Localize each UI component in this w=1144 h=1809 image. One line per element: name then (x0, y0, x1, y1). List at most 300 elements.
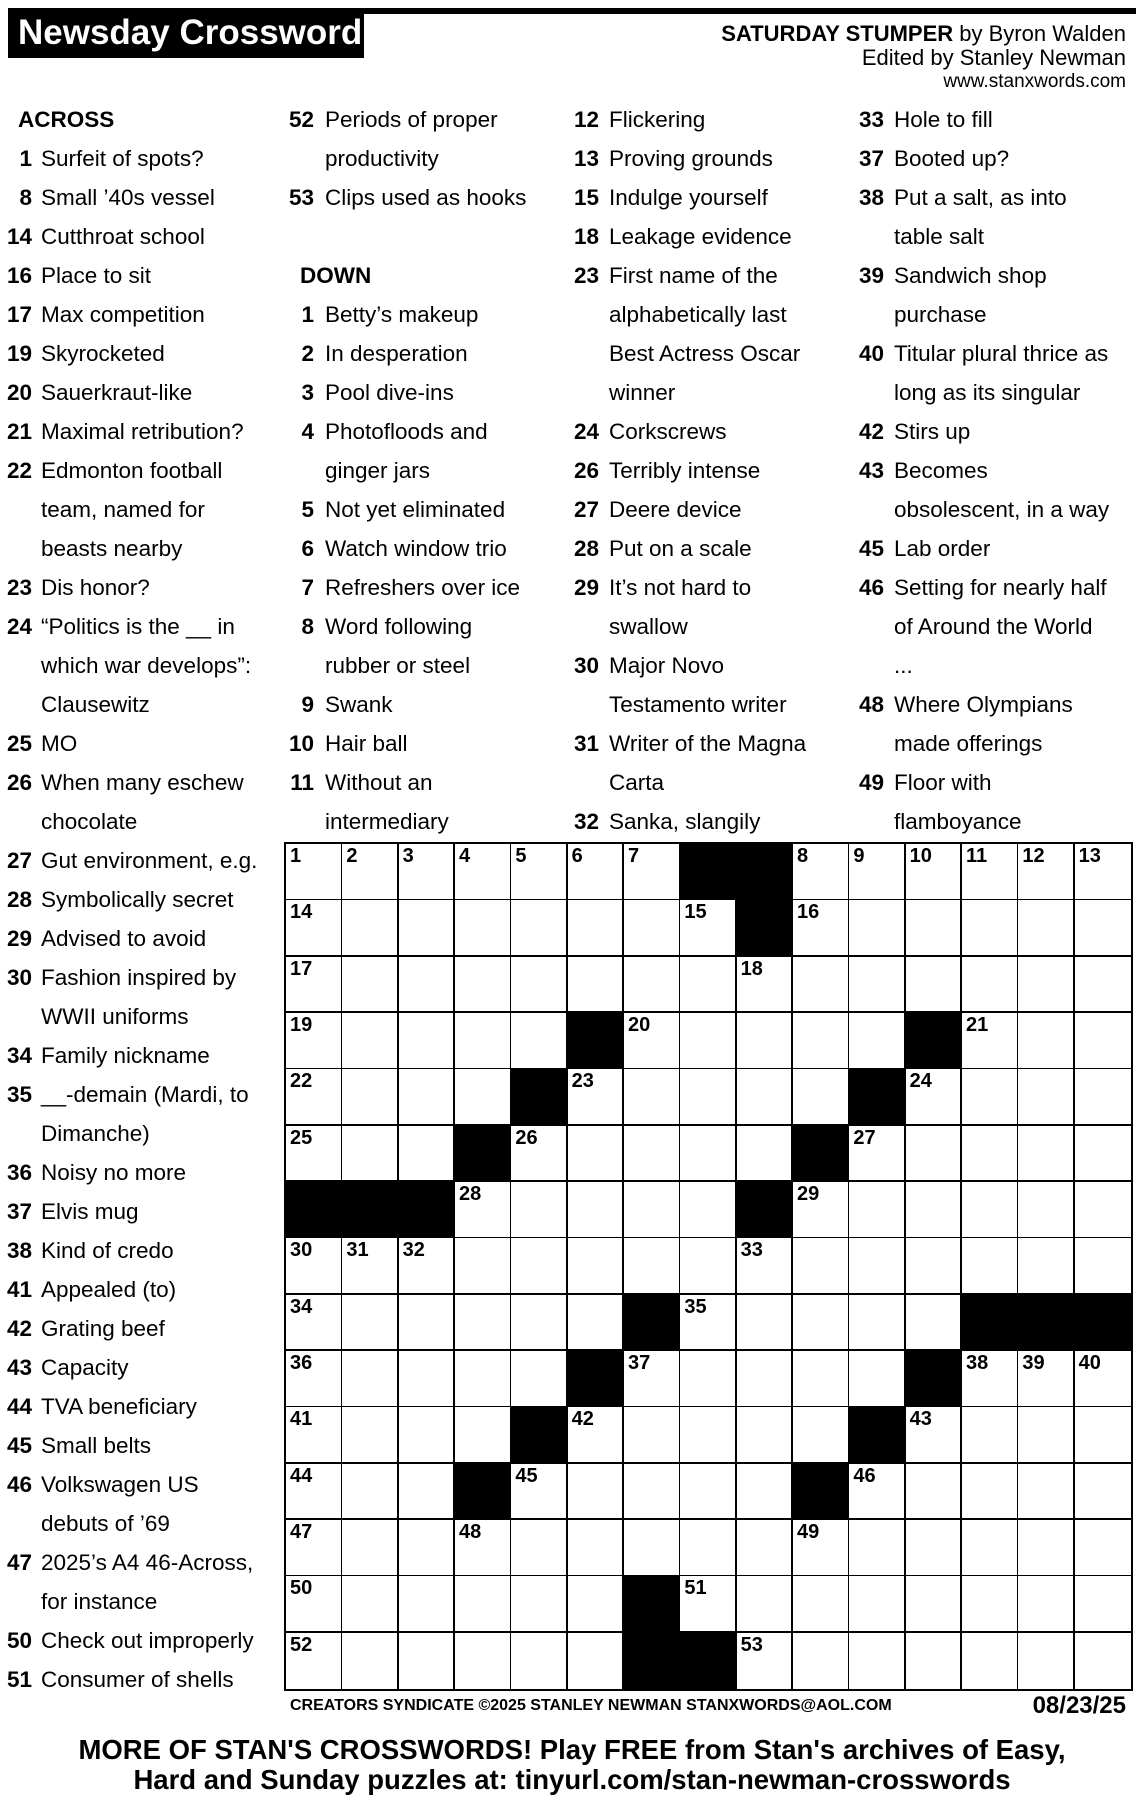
grid-cell[interactable] (624, 844, 681, 901)
clue-line[interactable] (0, 607, 280, 646)
grid-cell[interactable] (624, 1013, 681, 1070)
grid-cell[interactable] (624, 957, 681, 1014)
grid-cell[interactable] (849, 1295, 906, 1352)
grid-cell[interactable] (737, 1013, 794, 1070)
grid-cell[interactable] (737, 1295, 794, 1352)
grid-cell[interactable] (1018, 1407, 1075, 1464)
grid-cell[interactable] (455, 1182, 512, 1239)
grid-cell[interactable] (342, 1576, 399, 1633)
clue-line[interactable] (284, 724, 564, 763)
grid-cell[interactable] (399, 1126, 456, 1183)
grid-cell[interactable] (342, 844, 399, 901)
clue-line[interactable] (0, 1192, 280, 1231)
grid-cell[interactable] (1075, 844, 1131, 901)
grid-cell[interactable] (455, 1295, 512, 1352)
clue-line[interactable] (0, 685, 280, 724)
grid-cell[interactable] (906, 1126, 963, 1183)
clue-line[interactable] (0, 1231, 280, 1270)
clue-line[interactable] (568, 373, 848, 412)
grid-cell[interactable] (1018, 844, 1075, 901)
website-link[interactable]: www.stanxwords.com (943, 71, 1126, 92)
clue-line[interactable] (852, 529, 1142, 568)
clue-line[interactable] (568, 802, 848, 841)
grid-cell[interactable] (1075, 1351, 1131, 1408)
clue-line[interactable] (0, 1426, 280, 1465)
grid-cell[interactable] (342, 1633, 399, 1689)
clue-line[interactable] (284, 412, 564, 451)
clue-line[interactable] (284, 607, 564, 646)
clue-line[interactable] (284, 334, 564, 373)
grid-cell[interactable] (906, 1633, 963, 1689)
clue-line[interactable] (0, 1309, 280, 1348)
clue-line[interactable] (568, 568, 848, 607)
grid-cell[interactable] (962, 1182, 1019, 1239)
grid-cell[interactable] (737, 957, 794, 1014)
grid-cell[interactable] (399, 1633, 456, 1689)
clue-line[interactable] (284, 802, 564, 841)
clue-line[interactable] (852, 139, 1142, 178)
grid-cell[interactable] (624, 900, 681, 957)
grid-cell[interactable] (906, 1464, 963, 1521)
grid-cell[interactable] (568, 1407, 625, 1464)
clue-line[interactable] (284, 139, 564, 178)
grid-cell[interactable] (849, 1182, 906, 1239)
clue-line[interactable] (852, 802, 1142, 841)
grid-cell[interactable] (849, 1576, 906, 1633)
grid-cell[interactable] (737, 1407, 794, 1464)
grid-cell[interactable] (568, 1520, 625, 1577)
grid-cell[interactable] (962, 1520, 1019, 1577)
clue-line[interactable] (568, 724, 848, 763)
grid-cell[interactable] (511, 1351, 568, 1408)
clue-line[interactable] (0, 763, 280, 802)
grid-cell[interactable] (737, 1633, 794, 1689)
grid-cell[interactable] (1018, 1520, 1075, 1577)
grid-cell[interactable] (1075, 957, 1131, 1014)
clue-line[interactable] (852, 685, 1142, 724)
grid-cell[interactable] (849, 1520, 906, 1577)
grid-cell[interactable] (793, 1520, 850, 1577)
clue-line[interactable] (284, 295, 564, 334)
grid-cell[interactable] (286, 1295, 343, 1352)
clue-line[interactable] (0, 1621, 280, 1660)
clue-line[interactable] (0, 1153, 280, 1192)
grid-cell[interactable] (568, 1126, 625, 1183)
clue-line[interactable] (0, 1036, 280, 1075)
clue-line[interactable] (0, 958, 280, 997)
clue-line[interactable] (0, 919, 280, 958)
clue-line[interactable] (852, 295, 1142, 334)
clue-line[interactable] (0, 880, 280, 919)
grid-cell[interactable] (342, 900, 399, 957)
clue-line[interactable] (0, 1465, 280, 1504)
grid-cell[interactable] (455, 1633, 512, 1689)
grid-cell[interactable] (511, 1238, 568, 1295)
grid-cell[interactable] (342, 1069, 399, 1126)
clue-line[interactable] (0, 139, 280, 178)
grid-cell[interactable] (680, 1351, 737, 1408)
clue-line[interactable] (0, 1582, 280, 1621)
grid-cell[interactable] (793, 1013, 850, 1070)
grid-cell[interactable] (624, 1464, 681, 1521)
grid-cell[interactable] (286, 1407, 343, 1464)
grid-cell[interactable] (793, 1576, 850, 1633)
grid-cell[interactable] (568, 1069, 625, 1126)
clue-line[interactable] (568, 217, 848, 256)
clue-line[interactable] (852, 607, 1142, 646)
grid-cell[interactable] (1075, 1407, 1131, 1464)
grid-cell[interactable] (849, 844, 906, 901)
grid-cell[interactable] (962, 844, 1019, 901)
grid-cell[interactable] (1075, 1464, 1131, 1521)
grid-cell[interactable] (399, 1295, 456, 1352)
grid-cell[interactable] (737, 1126, 794, 1183)
clue-line[interactable] (0, 529, 280, 568)
grid-cell[interactable] (680, 1407, 737, 1464)
grid-cell[interactable] (1075, 1633, 1131, 1689)
grid-cell[interactable] (568, 1464, 625, 1521)
grid-cell[interactable] (680, 1576, 737, 1633)
clue-line[interactable] (284, 451, 564, 490)
clue-line[interactable] (568, 256, 848, 295)
grid-cell[interactable] (962, 1576, 1019, 1633)
grid-cell[interactable] (342, 1126, 399, 1183)
clue-line[interactable] (0, 1075, 280, 1114)
grid-cell[interactable] (1075, 1069, 1131, 1126)
clue-line[interactable] (0, 1270, 280, 1309)
grid-cell[interactable] (455, 1576, 512, 1633)
grid-cell[interactable] (1018, 1126, 1075, 1183)
clue-line[interactable] (568, 607, 848, 646)
clue-line[interactable] (852, 373, 1142, 412)
clue-line[interactable] (0, 256, 280, 295)
grid-cell[interactable] (737, 1238, 794, 1295)
grid-cell[interactable] (906, 900, 963, 957)
grid-cell[interactable] (511, 1013, 568, 1070)
grid-cell[interactable] (399, 1576, 456, 1633)
grid-cell[interactable] (849, 1238, 906, 1295)
grid-cell[interactable] (1075, 1013, 1131, 1070)
grid-cell[interactable] (399, 1407, 456, 1464)
grid-cell[interactable] (399, 900, 456, 957)
clue-line[interactable] (568, 100, 848, 139)
clue-line[interactable] (852, 256, 1142, 295)
grid-cell[interactable] (793, 900, 850, 957)
cell-number: 4 (459, 845, 471, 867)
crossword-grid[interactable] (284, 842, 1133, 1691)
grid-cell[interactable] (906, 844, 963, 901)
grid-cell[interactable] (737, 1069, 794, 1126)
grid-cell[interactable] (399, 1013, 456, 1070)
grid-cell[interactable] (342, 1295, 399, 1352)
grid-cell[interactable] (455, 1520, 512, 1577)
grid-cell[interactable] (455, 1013, 512, 1070)
grid-cell[interactable] (737, 1520, 794, 1577)
clue-line[interactable] (284, 646, 564, 685)
clue-line[interactable] (852, 178, 1142, 217)
grid-cell[interactable] (906, 1295, 963, 1352)
grid-cell[interactable] (906, 1407, 963, 1464)
grid-cell[interactable] (680, 1069, 737, 1126)
grid-cell[interactable] (568, 844, 625, 901)
clue-line[interactable] (568, 334, 848, 373)
clue-line[interactable] (852, 334, 1142, 373)
clue-line[interactable] (568, 178, 848, 217)
grid-cell[interactable] (849, 1633, 906, 1689)
grid-cell[interactable] (455, 957, 512, 1014)
grid-cell[interactable] (286, 1351, 343, 1408)
grid-cell[interactable] (342, 1013, 399, 1070)
grid-cell[interactable] (511, 844, 568, 901)
clue-line[interactable] (852, 763, 1142, 802)
grid-cell[interactable] (1018, 1464, 1075, 1521)
grid-cell[interactable] (568, 1576, 625, 1633)
clue-line[interactable] (852, 412, 1142, 451)
grid-cell[interactable] (793, 1069, 850, 1126)
clue-line[interactable] (284, 490, 564, 529)
grid-cell[interactable] (286, 844, 343, 901)
clue-line[interactable] (852, 724, 1142, 763)
grid-cell[interactable] (1075, 1182, 1131, 1239)
grid-cell[interactable] (511, 1126, 568, 1183)
grid-cell[interactable] (849, 900, 906, 957)
clue-line[interactable] (284, 763, 564, 802)
grid-cell[interactable] (962, 1013, 1019, 1070)
grid-cell[interactable] (399, 1464, 456, 1521)
grid-cell[interactable] (342, 1464, 399, 1521)
grid-cell[interactable] (399, 1238, 456, 1295)
grid-cell[interactable] (1018, 1576, 1075, 1633)
grid-cell[interactable] (568, 1295, 625, 1352)
grid-cell[interactable] (962, 1126, 1019, 1183)
grid-cell[interactable] (568, 900, 625, 957)
clue-line[interactable] (0, 373, 280, 412)
clue-line[interactable] (568, 490, 848, 529)
grid-cell[interactable] (849, 1013, 906, 1070)
grid-cell[interactable] (1075, 1126, 1131, 1183)
clue-line[interactable] (0, 295, 280, 334)
clue-line[interactable] (852, 100, 1142, 139)
grid-cell[interactable] (793, 844, 850, 901)
grid-cell[interactable] (286, 1069, 343, 1126)
clue-line[interactable] (568, 763, 848, 802)
grid-cell[interactable] (680, 1520, 737, 1577)
clue-line[interactable] (0, 1660, 280, 1699)
grid-cell[interactable] (511, 1464, 568, 1521)
grid-cell[interactable] (962, 1633, 1019, 1689)
grid-cell[interactable] (286, 1520, 343, 1577)
clue-line[interactable] (0, 451, 280, 490)
clue-line[interactable] (0, 802, 280, 841)
clue-line[interactable] (284, 100, 564, 139)
grid-cell[interactable] (399, 1069, 456, 1126)
grid-cell[interactable] (906, 1520, 963, 1577)
grid-cell[interactable] (962, 1069, 1019, 1126)
grid-cell[interactable] (793, 957, 850, 1014)
grid-cell[interactable] (286, 1633, 343, 1689)
clue-line[interactable] (852, 217, 1142, 256)
clue-line[interactable] (568, 139, 848, 178)
clue-line[interactable] (0, 412, 280, 451)
clue-line[interactable] (284, 685, 564, 724)
grid-cell[interactable] (511, 1182, 568, 1239)
grid-cell[interactable] (399, 844, 456, 901)
clue-line[interactable] (0, 568, 280, 607)
grid-cell[interactable] (1018, 957, 1075, 1014)
clue-line[interactable] (0, 1543, 280, 1582)
grid-cell[interactable] (906, 1576, 963, 1633)
grid-cell[interactable] (962, 1407, 1019, 1464)
grid-cell[interactable] (962, 1238, 1019, 1295)
clue-line[interactable] (284, 568, 564, 607)
grid-cell[interactable] (342, 957, 399, 1014)
grid-cell[interactable] (962, 957, 1019, 1014)
grid-cell[interactable] (680, 957, 737, 1014)
grid-cell[interactable] (793, 1351, 850, 1408)
grid-cell[interactable] (793, 1633, 850, 1689)
grid-cell[interactable] (680, 1182, 737, 1239)
clue-line[interactable] (568, 529, 848, 568)
grid-cell[interactable] (342, 1238, 399, 1295)
grid-cell[interactable] (680, 1013, 737, 1070)
clue-line[interactable] (0, 217, 280, 256)
grid-cell[interactable] (849, 1464, 906, 1521)
clue-line[interactable] (0, 334, 280, 373)
grid-cell[interactable] (511, 957, 568, 1014)
grid-cell[interactable] (962, 900, 1019, 957)
grid-cell[interactable] (1075, 1520, 1131, 1577)
clue-line[interactable] (568, 295, 848, 334)
clue-line[interactable] (284, 178, 564, 217)
grid-cell[interactable] (849, 1351, 906, 1408)
grid-cell[interactable] (286, 1238, 343, 1295)
clue-line[interactable] (568, 412, 848, 451)
clue-line[interactable] (0, 841, 280, 880)
grid-cell[interactable] (737, 1464, 794, 1521)
grid-cell[interactable] (1018, 900, 1075, 957)
grid-cell[interactable] (624, 1520, 681, 1577)
grid-cell[interactable] (737, 1351, 794, 1408)
grid-cell[interactable] (511, 900, 568, 957)
grid-cell[interactable] (680, 900, 737, 957)
clue-line[interactable] (852, 490, 1142, 529)
clue-line[interactable] (852, 568, 1142, 607)
grid-cell[interactable] (680, 1238, 737, 1295)
grid-cell[interactable] (906, 1069, 963, 1126)
clue-line[interactable] (284, 529, 564, 568)
grid-cell[interactable] (962, 1351, 1019, 1408)
clue-line[interactable] (0, 646, 280, 685)
grid-cell[interactable] (1018, 1238, 1075, 1295)
grid-cell[interactable] (849, 1126, 906, 1183)
grid-cell[interactable] (624, 1238, 681, 1295)
grid-cell[interactable] (793, 1238, 850, 1295)
grid-cell[interactable] (1018, 1069, 1075, 1126)
grid-cell[interactable] (568, 1182, 625, 1239)
clue-line[interactable] (0, 1504, 280, 1543)
grid-cell[interactable] (342, 1520, 399, 1577)
clue-line[interactable] (568, 685, 848, 724)
grid-cell[interactable] (511, 1520, 568, 1577)
grid-cell[interactable] (286, 900, 343, 957)
grid-cell[interactable] (286, 1576, 343, 1633)
grid-cell[interactable] (568, 1238, 625, 1295)
grid-cell[interactable] (1018, 1013, 1075, 1070)
grid-cell[interactable] (1018, 1182, 1075, 1239)
grid-cell[interactable] (286, 1126, 343, 1183)
grid-cell[interactable] (286, 1013, 343, 1070)
grid-cell[interactable] (737, 1576, 794, 1633)
grid-cell[interactable] (793, 1407, 850, 1464)
grid-cell[interactable] (399, 1351, 456, 1408)
grid-cell[interactable] (568, 957, 625, 1014)
clue-line[interactable] (0, 490, 280, 529)
clue-line[interactable] (0, 1387, 280, 1426)
grid-cell[interactable] (906, 957, 963, 1014)
grid-cell[interactable] (511, 1633, 568, 1689)
grid-cell[interactable] (624, 1407, 681, 1464)
grid-cell[interactable] (849, 957, 906, 1014)
grid-cell[interactable] (399, 957, 456, 1014)
grid-cell[interactable] (680, 1295, 737, 1352)
grid-cell[interactable] (511, 1295, 568, 1352)
grid-cell[interactable] (455, 1238, 512, 1295)
grid-cell[interactable] (511, 1576, 568, 1633)
grid-cell[interactable] (1075, 900, 1131, 957)
grid-cell[interactable] (455, 844, 512, 901)
clue-line[interactable] (0, 997, 280, 1036)
grid-cell[interactable] (680, 1126, 737, 1183)
grid-cell[interactable] (1018, 1633, 1075, 1689)
grid-cell[interactable] (624, 1069, 681, 1126)
grid-cell[interactable] (624, 1351, 681, 1408)
clue-number: 4 (301, 419, 314, 444)
grid-cell[interactable] (680, 1464, 737, 1521)
cell-number: 28 (459, 1183, 482, 1205)
clue-line[interactable] (0, 1348, 280, 1387)
grid-cell[interactable] (793, 1295, 850, 1352)
grid-cell[interactable] (793, 1182, 850, 1239)
grid-cell[interactable] (342, 1351, 399, 1408)
clue-line[interactable] (0, 724, 280, 763)
grid-cell[interactable] (962, 1464, 1019, 1521)
grid-cell[interactable] (399, 1520, 456, 1577)
editor-line: Edited by Stanley Newman (861, 45, 1126, 70)
grid-cell[interactable] (906, 1182, 963, 1239)
grid-cell[interactable] (1075, 1576, 1131, 1633)
grid-cell[interactable] (624, 1126, 681, 1183)
grid-cell[interactable] (624, 1182, 681, 1239)
grid-cell[interactable] (1018, 1351, 1075, 1408)
grid-cell[interactable] (286, 957, 343, 1014)
grid-cell[interactable] (455, 1069, 512, 1126)
clue-line[interactable] (0, 178, 280, 217)
grid-cell[interactable] (455, 1407, 512, 1464)
grid-cell[interactable] (342, 1407, 399, 1464)
grid-cell[interactable] (455, 900, 512, 957)
grid-cell[interactable] (568, 1633, 625, 1689)
clue-line[interactable] (568, 646, 848, 685)
clue-line[interactable] (284, 373, 564, 412)
grid-cell[interactable] (286, 1464, 343, 1521)
grid-cell[interactable] (455, 1351, 512, 1408)
grid-cell[interactable] (1075, 1238, 1131, 1295)
grid-cell[interactable] (906, 1238, 963, 1295)
clue-line[interactable] (568, 451, 848, 490)
clue-line[interactable] (852, 646, 1142, 685)
clue-line[interactable] (852, 451, 1142, 490)
clue-line[interactable] (0, 1114, 280, 1153)
